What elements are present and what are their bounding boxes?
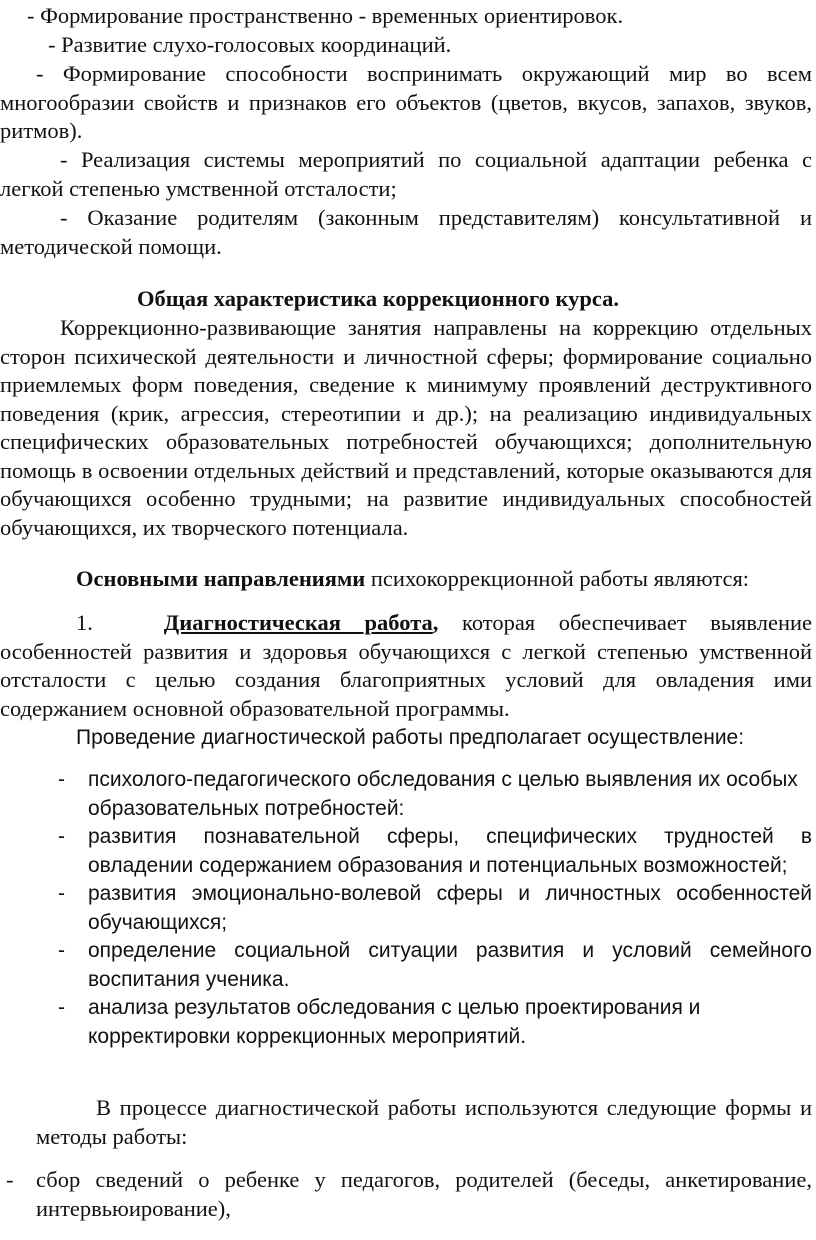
methods-list (6, 1166, 812, 1223)
dash-marker: - (58, 939, 65, 962)
diagnostic-paragraph (0, 609, 812, 723)
list-item (58, 766, 812, 823)
list-item-text: развития эмоционально-волевой сферы и личностных особенностей обучающихся; (88, 882, 812, 934)
section-heading: Общая характеристика коррекционного курса. (136, 286, 620, 311)
list-item-text: психолого-педагогического обследования с целью выявления их особых образовательных потребностей: (88, 768, 798, 820)
dash-marker: - (58, 825, 65, 848)
diagnostic-title: Диагностическая работа (163, 610, 433, 635)
directions-rest: психокоррекционной работы являются: (365, 566, 750, 591)
diagnostic-intro: Проведение диагностической работы предполагает осуществление: (76, 726, 745, 749)
list-item-text: развития познавательной сферы, специфических трудностей в овладении содержанием образования и потенциальных возможностей; (88, 825, 812, 877)
list-item (58, 994, 812, 1051)
intro-item: - Формирование пространственно - временных ориентировок. (27, 3, 624, 28)
list-item (58, 937, 812, 994)
diagnostic-list (58, 766, 812, 1051)
intro-item: - Развитие слухо-голосовых координаций. (48, 32, 452, 57)
dash-marker: - (58, 882, 65, 905)
intro-item: - Оказание родителям (законным представителям) консультативной и методической помощи. (0, 205, 812, 259)
list-item-text: определение социальной ситуации развития и условий семейного воспитания ученика. (88, 939, 812, 991)
diagnostic-rest: которая обеспечивает выявление особенностей развития и здоровья обучающихся с легкой степенью умственной отсталости с целью создания благоприятных условий для овладения ими содержанием основной образовательной программы. (0, 610, 813, 721)
directions-line (0, 565, 812, 594)
list-item (58, 880, 812, 937)
directions-bold: Основными направлениями (76, 566, 366, 591)
diagnostic-comma: , (432, 610, 439, 635)
methods-intro: В процессе диагностической работы используются следующие формы и методы работы: (36, 1095, 812, 1149)
dash-marker: - (58, 768, 65, 791)
dash-marker: - (6, 1167, 14, 1192)
intro-item: - Формирование способности воспринимать окружающий мир во всем многообразии свойств и признаков его объектов (цветов, вкусов, запахов, звуков, ритмов). (0, 61, 812, 143)
diagnostic-number: 1. (76, 610, 93, 635)
list-item-text: анализа результатов обследования с целью проектирования и корректировки коррекционных мероприятий. (88, 996, 701, 1048)
intro-item: - Реализация системы мероприятий по социальной адаптации ребенка с легкой степенью умственной отсталости; (0, 147, 812, 201)
list-item-text: сбор сведений о ребенке у педагогов, родителей (беседы, анкетирование, интервьюирование), (36, 1167, 812, 1221)
course-description: Коррекционно-развивающие занятия направлены на коррекцию отдельных сторон психической деятельности и личностной сферы; формирование социально приемлемых форм поведения, сведение к минимуму проявлений деструктивного поведения (крик, агрессия, стереотипии и др.); на реализацию индивидуальных специфических образовательных потребностей обучающихся; дополнительную помощь в освоении отдельных действий и представлений, которые оказываются для обучающихся особенно трудными; на развитие индивидуальных способностей обучающихся, их творческого потенциала. (0, 315, 812, 540)
dash-marker: - (58, 996, 65, 1019)
list-item (6, 1166, 812, 1223)
list-item (58, 823, 812, 880)
